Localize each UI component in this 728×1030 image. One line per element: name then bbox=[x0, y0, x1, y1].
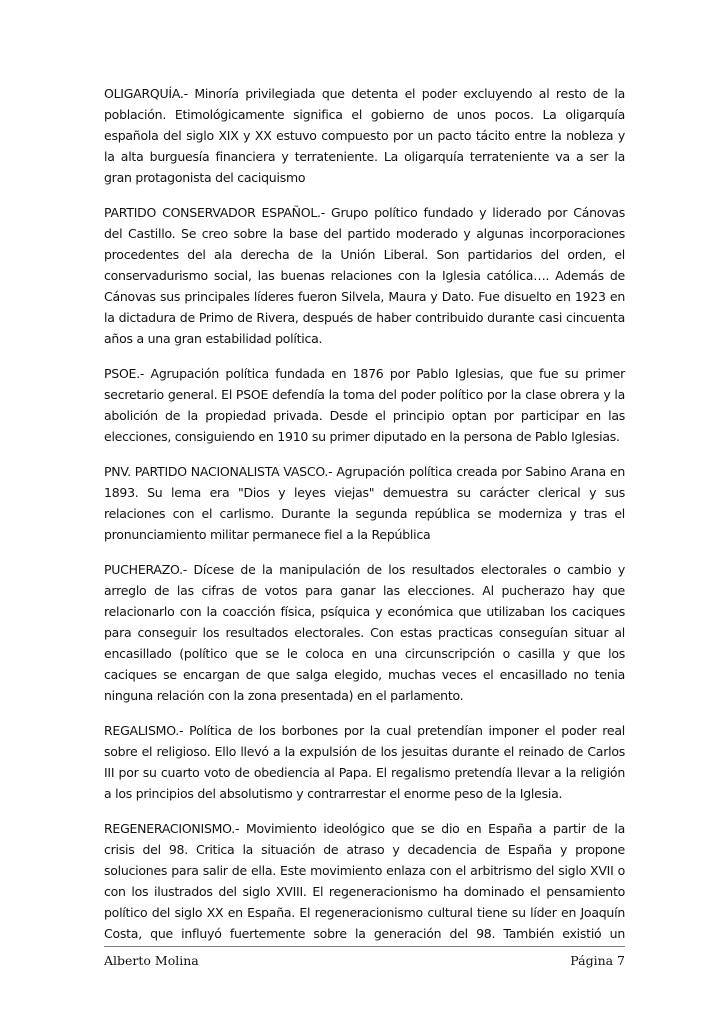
glossary-entry-pucherazo: PUCHERAZO.- Dícese de la manipulación de los resultados electorales o cambio y arreglo de las cifras de votos para ganar las elecciones. Al pucherazo hay que relacionarlo con la coacción física, psíquica y económica que utilizaban los caciques para conseguir los resultados electorales. Con estas practicas conseguían situar al encasillado (político que se le coloca en una circunscripción o casilla y que los caciques se encargan de que salga elegido, muchas veces el encasillado no tenia ninguna relación con la zona presentada) en el parlamento. bbox=[104, 562, 625, 703]
footer-author: Alberto Molina bbox=[104, 953, 199, 968]
glossary-entry-pnv: PNV. PARTIDO NACIONALISTA VASCO.- Agrupación política creada por Sabino Arana en 1893. Su lema era "Dios y leyes viejas" demuestra su carácter clerical y sus relaciones con el carlismo. Durante la segunda república se moderniza y tras el pronunciamiento militar permanece fiel a la República bbox=[104, 464, 625, 542]
glossary-entry-regalismo: REGALISMO.- Política de los borbones por la cual pretendían imponer el poder real sobre el religioso. Ello llevó a la expulsión de los jesuitas durante el reinado de Carlos III por su cuarto voto de obediencia al Papa. El regalismo pretendía llevar a la religión a los principios del absolutismo y contrarrestar el enorme peso de la Iglesia. bbox=[104, 723, 625, 801]
glossary-entry-oligarquia: OLIGARQUÍA.- Minoría privilegiada que detenta el poder excluyendo al resto de la población. Etimológicamente significa el gobierno de unos pocos. La oligarquía española del siglo XIX y XX estuvo compuesto por un pacto tácito entre la nobleza y la alta burguesía financiera y terrateniente. La oligarquía terrateniente va a ser la gran protagonista del caciquismo bbox=[104, 86, 625, 185]
glossary-entry-regeneracionismo: REGENERACIONISMO.- Movimiento ideológico que se dio en España a partir de la crisis del 98. Critica la situación de atraso y decadencia de España y propone soluciones para salir de ella. Este movimiento enlaza con el arbitrismo del siglo XVII o con los ilustrados del siglo XVIII. El regeneracionismo ha dominado el pensamiento político del siglo XX en España. El regeneracionismo cultural tiene su líder en Joaquín Costa, que influyó fuertemente sobre la generación del 98. También existió un bbox=[104, 821, 625, 941]
glossary-entry-psoe: PSOE.- Agrupación política fundada en 1876 por Pablo Iglesias, que fue su primer secretario general. El PSOE defendía la toma del poder político por la clase obrera y la abolición de la propiedad privada. Desde el principio optan por participar en las elecciones, consiguiendo en 1910 su primer diputado en la persona de Pablo Iglesias. bbox=[104, 366, 625, 444]
footer-page-number: Página 7 bbox=[570, 953, 625, 968]
glossary-entry-partido-conservador: PARTIDO CONSERVADOR ESPAÑOL.- Grupo político fundado y liderado por Cánovas del Castillo. Se creo sobre la base del partido moderado y algunas incorporaciones procedentes del ala derecha de la Unión Liberal. Son partidarios del orden, el conservadurismo social, las buenas relaciones con la Iglesia católica…. Además de Cánovas sus principales líderes fueron Silvela, Maura y Dato. Fue disuelto en 1923 en la dictadura de Primo de Rivera, después de haber contribuido durante casi cincuenta años a una gran estabilidad política. bbox=[104, 205, 625, 346]
footer-divider bbox=[104, 946, 625, 947]
glossary-text bbox=[104, 83, 625, 942]
